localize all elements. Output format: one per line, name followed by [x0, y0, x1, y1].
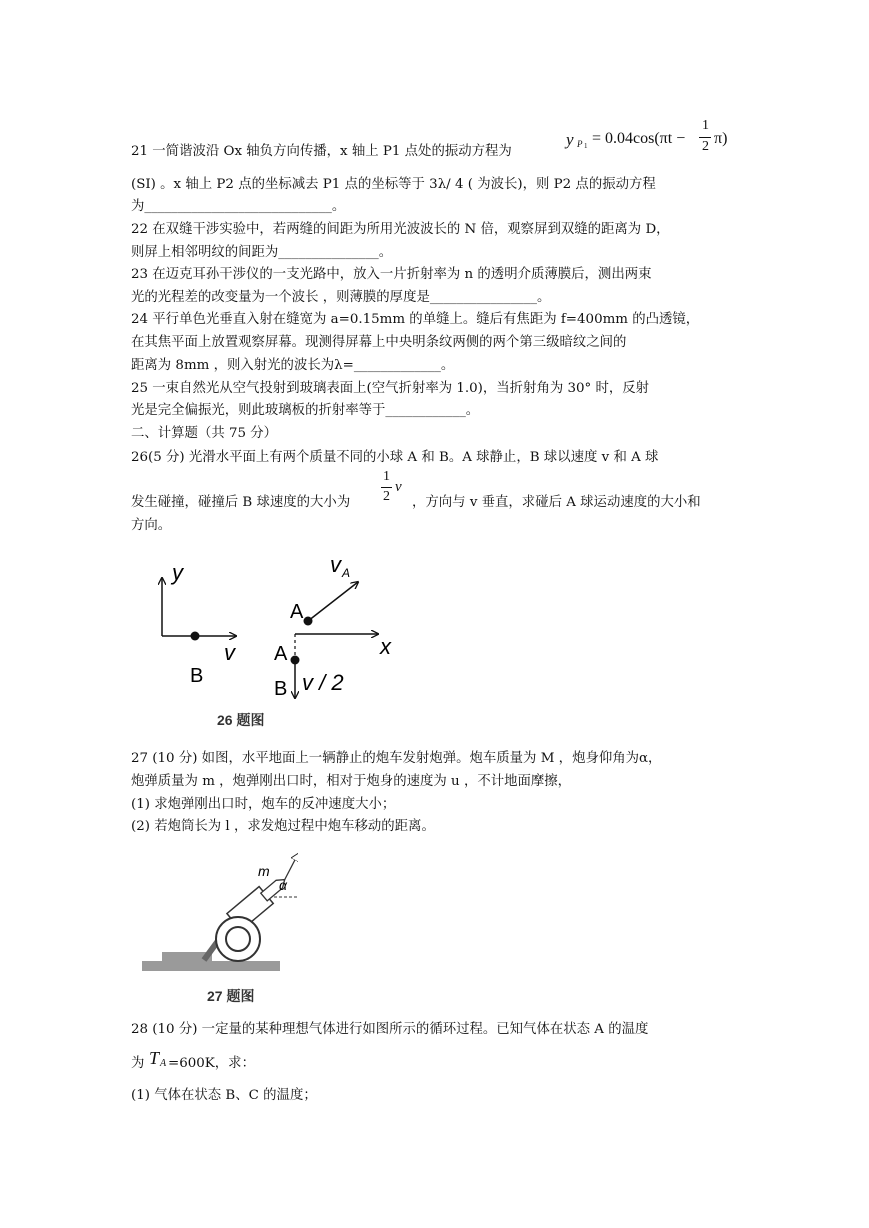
q28-T: T — [149, 1048, 160, 1068]
fig27-label-alpha: α — [279, 877, 287, 893]
figure-26-caption: 26 题图 — [217, 712, 265, 728]
q28-line2a: 为 — [131, 1056, 145, 1071]
q27-line2: 炮弹质量为 m ，炮弹刚出口时，相对于炮身的速度为 u ，不计地面摩擦， — [131, 774, 572, 789]
q24-line3: 距离为 8mm ，则入射光的波长为λ=_____________。 — [131, 358, 455, 373]
q22-line2: 则屏上相邻明纹的间距为_______________。 — [131, 245, 393, 260]
q24-line2: 在其焦平面上放置观察屏幕。现测得屏幕上中央明条纹两侧的两个第三级暗纹之间的 — [131, 335, 627, 350]
formula-den: 2 — [702, 139, 709, 154]
q22-line1: 22 在双缝干涉实验中，若两缝的间距为所用光波波长的 N 倍，观察屏到双缝的距离为 D， — [131, 222, 670, 237]
fig26-label-x: x — [380, 634, 391, 659]
fig27-ground — [142, 961, 280, 971]
fig27-wheel-inner — [226, 927, 250, 951]
q23-line1: 23 在迈克耳孙干涉仪的一支光路中，放入一片折射率为 n 的透明介质薄膜后，测出两束 — [131, 267, 652, 282]
q23-line2: 光的光程差的改变量为一个波长 ，则薄膜的厚度是________________。 — [131, 290, 551, 305]
q21-line2: (SI) 。x 轴上 P2 点的坐标减去 P1 点的坐标等于 3λ/ 4 ( 为波长)，则 P2 点的振动方程 — [131, 177, 656, 192]
fig26-label-A1: A — [290, 601, 304, 623]
fig26-label-vA-sub: A — [342, 566, 351, 580]
figure-27 — [138, 848, 298, 976]
fig26-label-v2: v / 2 — [302, 670, 344, 695]
q26-frac-den: 2 — [383, 489, 390, 504]
fig26-vA-arrow — [308, 582, 358, 621]
fig26-ball-B-initial — [191, 632, 200, 641]
q26-line1: 26(5 分) 光滑水平面上有两个质量不同的小球 A 和 B。A 球静止，B 球以速度 v 和 A 球 — [131, 450, 659, 465]
q25-line2: 光是完全偏振光，则此玻璃板的折射率等于____________。 — [131, 403, 480, 418]
figure-26 — [140, 550, 410, 710]
fig26-label-B1: B — [190, 665, 204, 687]
q27-line4: (2) 若炮筒长为 l ，求发炮过程中炮车移动的距离。 — [131, 819, 435, 834]
q27-line1: 27 (10 分) 如图，水平地面上一辆静止的炮车发射炮弹。炮车质量为 M ，炮身仰角为α， — [131, 751, 662, 766]
fig26-label-v: v — [224, 640, 235, 665]
q28-T-sub: A — [160, 1058, 167, 1069]
q26-line3: 方向。 — [131, 518, 172, 533]
q26-line2a: 发生碰撞，碰撞后 B 球速度的大小为 — [131, 495, 351, 510]
q25-line1: 25 一束自然光从空气投射到玻璃表面上(空气折射率为 1.0)，当折射角为 30° 时，反射 — [131, 381, 650, 396]
q28-line3: (1) 气体在状态 B、C 的温度； — [131, 1088, 317, 1103]
q26-frac-bar — [381, 487, 392, 488]
q26-fraction — [381, 469, 407, 513]
formula-num: 1 — [702, 118, 709, 133]
formula-y: y — [566, 130, 574, 149]
q21-line3: 为____________________________。 — [131, 199, 346, 214]
q26-line2b: ，方向与 v 垂直，求碰后 A 球运动速度的大小和 — [412, 495, 701, 510]
fig26-label-A2: A — [274, 643, 288, 665]
formula-body: = 0.04cos(πt − — [592, 130, 686, 147]
q21-line1: 21 一简谐波沿 Ox 轴负方向传播，x 轴上 P1 点处的振动方程为 — [131, 144, 512, 159]
q28-line1: 28 (10 分) 一定量的某种理想气体进行如图所示的循环过程。已知气体在状态 A 的温度 — [131, 1022, 649, 1037]
q21-formula — [566, 120, 736, 160]
fig26-label-y: y — [172, 560, 183, 585]
q24-line1: 24 平行单色光垂直入射在缝宽为 a=0.15mm 的单缝上。缝后有焦距为 f=400mm 的凸透镜， — [131, 312, 700, 327]
fig26-label-vA: v — [330, 552, 341, 577]
q27-line3: (1) 求炮弹刚出口时，炮车的反冲速度大小； — [131, 797, 396, 812]
fig26-label-B2: B — [274, 678, 288, 700]
q26-frac-num: 1 — [383, 469, 390, 484]
fig27-label-m: m — [258, 863, 270, 879]
fig26-ball-A-moving — [304, 617, 313, 626]
q28-line2b: =600K，求： — [168, 1056, 255, 1071]
formula-sub-p: P — [577, 139, 583, 149]
formula-frac-bar — [699, 137, 711, 138]
formula-sub-1: 1 — [584, 142, 588, 150]
formula-end: π) — [714, 130, 728, 147]
section2-heading: 二、计算题（共 75 分） — [131, 426, 278, 441]
q26-frac-var: v — [395, 479, 402, 495]
figure-27-caption: 27 题图 — [207, 988, 255, 1004]
